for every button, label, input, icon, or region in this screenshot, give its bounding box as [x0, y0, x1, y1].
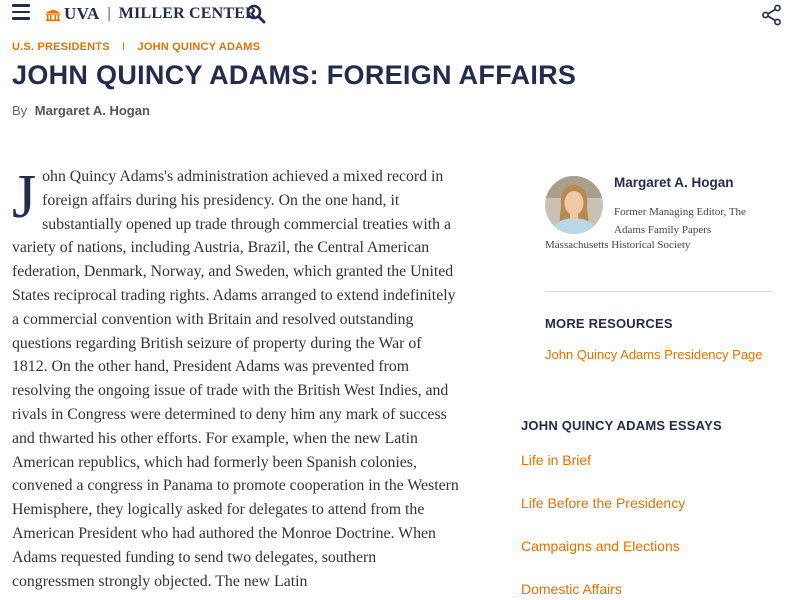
author-card-organization: Massachusetts Historical Society — [545, 239, 691, 251]
byline-author-link[interactable]: Margaret A. Hogan — [34, 103, 150, 118]
essay-link-life-before-presidency[interactable]: Life Before the Presidency — [521, 495, 686, 511]
byline-prefix: By — [12, 103, 28, 118]
logo-uva: UVA — [64, 4, 100, 23]
byline — [12, 103, 150, 118]
breadcrumb-john-quincy-adams[interactable]: JOHN QUINCY ADAMS — [137, 41, 261, 53]
sidebar-divider — [545, 291, 773, 292]
author-avatar[interactable] — [545, 176, 603, 234]
logo-separator: | — [107, 5, 111, 22]
site-logo[interactable] — [45, 4, 257, 24]
page-title: JOHN QUINCY ADAMS: FOREIGN AFFAIRS — [12, 60, 577, 90]
rotunda-icon — [45, 7, 61, 21]
author-card-role: Former Managing Editor, The Adams Family Papers — [614, 206, 746, 236]
breadcrumb-us-presidents[interactable]: U.S. PRESIDENTS — [12, 41, 110, 53]
essays-heading: JOHN QUINCY ADAMS ESSAYS — [521, 418, 722, 433]
logo-miller-center: MILLER CENTER — [118, 5, 257, 22]
essay-link-domestic-affairs[interactable]: Domestic Affairs — [521, 581, 622, 597]
author-card-name[interactable]: Margaret A. Hogan — [614, 175, 734, 190]
presidency-page-link[interactable]: John Quincy Adams Presidency Page — [545, 347, 763, 362]
share-icon[interactable] — [761, 4, 783, 26]
site-header — [0, 0, 792, 30]
drop-cap: J — [12, 163, 37, 231]
search-icon[interactable] — [246, 4, 266, 24]
essay-link-life-in-brief[interactable]: Life in Brief — [521, 452, 592, 468]
essay-link-campaigns-elections[interactable]: Campaigns and Elections — [521, 538, 680, 554]
author-photo — [545, 176, 603, 234]
breadcrumb — [12, 41, 260, 53]
breadcrumb-separator: I — [122, 41, 126, 53]
article-text: ohn Quincy Adams's administration achieved a mixed record in foreign affairs during his presidency. On the one hand, it substantially opened up trade through commercial treaties with a variety of nations, including Austria, Brazil, the Central American federation, Denmark, Norway, and Sweden, which granted the United States reciprocal trading rights. Adams arranged to extend indefinitely a commercial convention with Britain and resolved outstanding questions regarding British seizure of property during the War of 1812. On the other hand, President Adams was prevented from resolving the ongoing issue of trade with the British West Indies, and rivals in Congress were determined to deny him any mark of success and thwarted his other efforts. For example, when the new Latin American republics, which had formerly been Spanish colonies, convened a congress in Panama to promote cooperation in the Western Hemisphere, they logically asked for delegates to attend from the American President who had authored the Monroe Doctrine. When Adams requested funding to send two delegates, southern congressmen strongly objected. The new Latin — [12, 168, 459, 590]
more-resources-heading: MORE RESOURCES — [545, 316, 673, 331]
article-body — [12, 165, 460, 593]
menu-icon[interactable] — [12, 4, 30, 22]
